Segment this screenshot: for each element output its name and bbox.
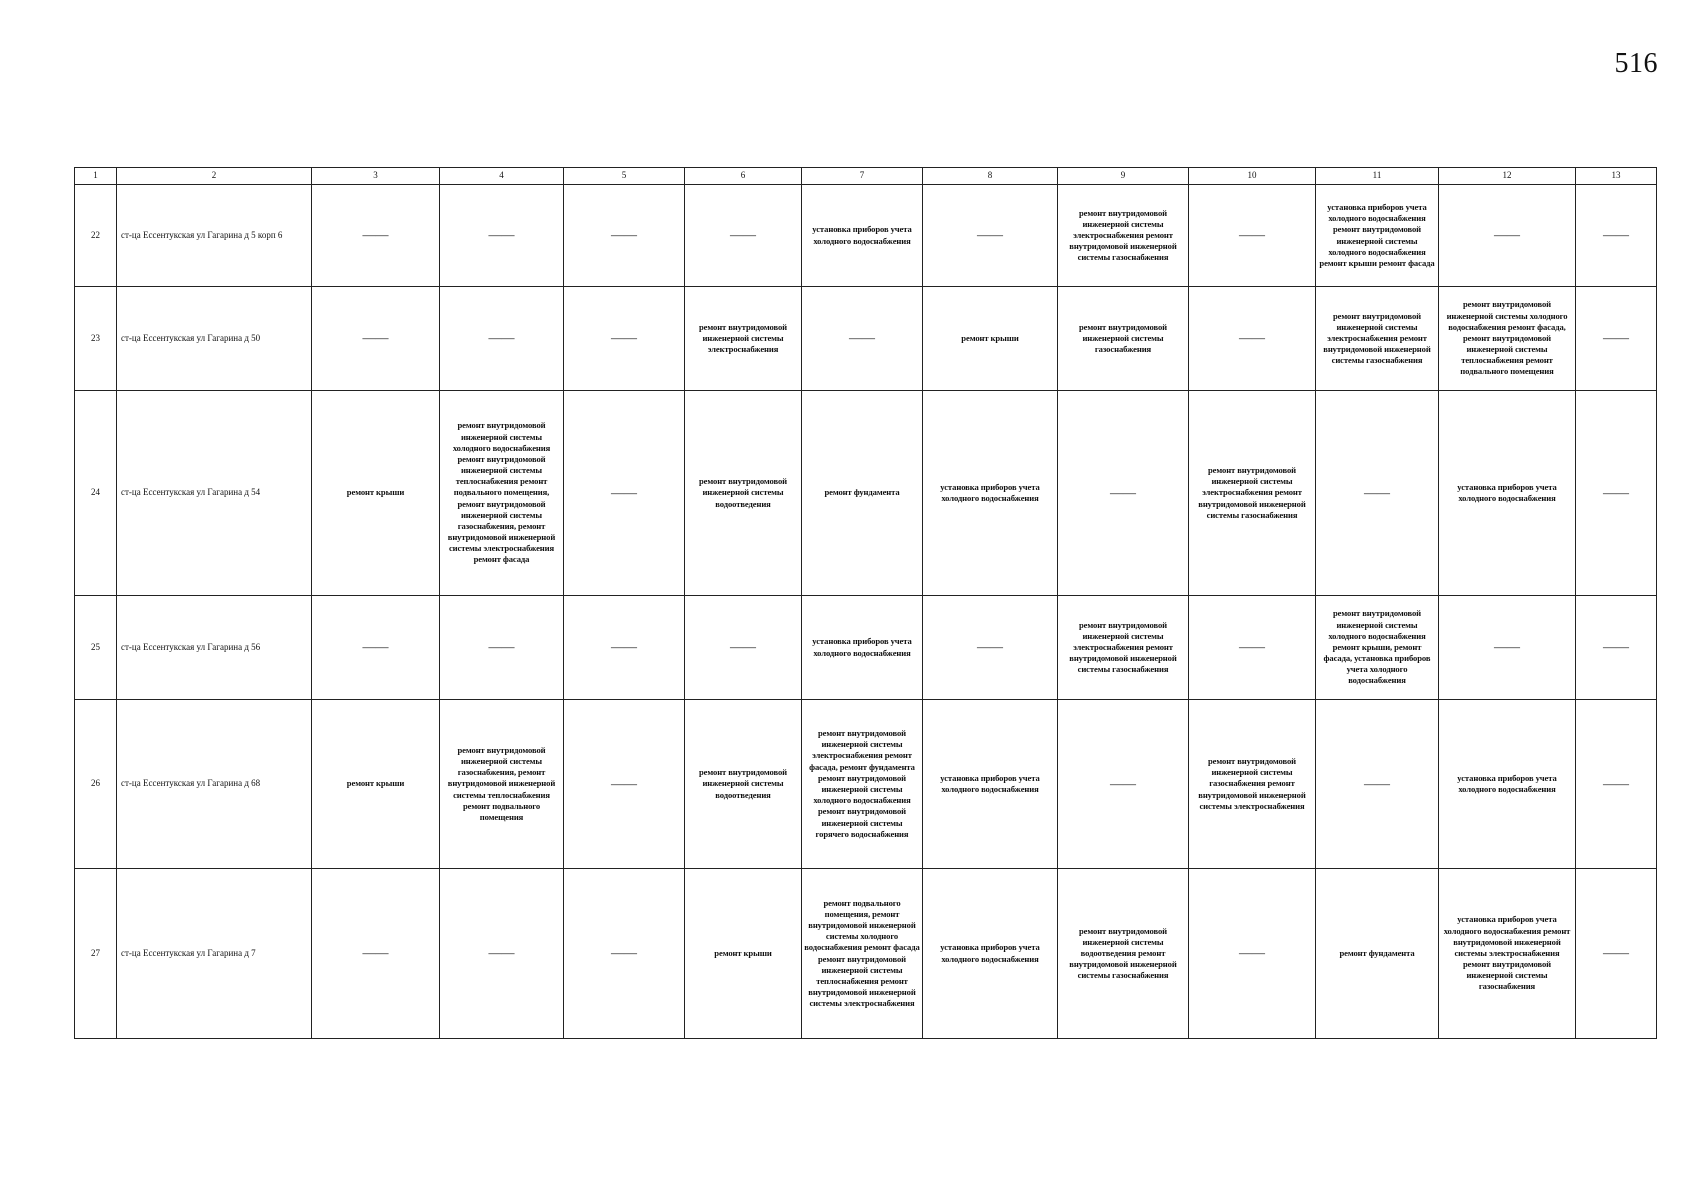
table-cell: —— xyxy=(1576,869,1657,1039)
table-cell: ремонт крыши xyxy=(312,391,440,596)
table-cell: —— xyxy=(312,287,440,391)
table-cell: —— xyxy=(312,596,440,700)
row-number-cell: 23 xyxy=(75,287,117,391)
column-number-header-row xyxy=(75,168,1657,185)
table-cell: —— xyxy=(1316,700,1439,869)
table-cell: ремонт внутридомовой инженерной системы холодного водоснабжения ремонт крыши, ремонт фасада, установка приборов учета холодного водоснабжения xyxy=(1316,596,1439,700)
table-row xyxy=(75,596,1657,700)
table-cell: —— xyxy=(685,596,802,700)
table-cell: —— xyxy=(923,596,1058,700)
table-cell: установка приборов учета холодного водоснабжения xyxy=(1439,391,1576,596)
table-cell: —— xyxy=(564,869,685,1039)
column-header: 1 xyxy=(75,168,117,185)
table-cell: —— xyxy=(1576,287,1657,391)
column-header: 4 xyxy=(440,168,564,185)
table-cell: —— xyxy=(564,185,685,287)
table-cell: ремонт внутридомовой инженерной системы холодного водоснабжения ремонт фасада, ремонт внутридомовой инженерной системы теплоснабжения ремонт подвального помещения xyxy=(1439,287,1576,391)
table-cell: ремонт внутридомовой инженерной системы электроснабжения ремонт внутридомовой инженерной системы газоснабжения xyxy=(1058,596,1189,700)
table-cell: —— xyxy=(1058,391,1189,596)
repair-schedule-table-container xyxy=(74,167,1656,1039)
table-cell: ремонт внутридомовой инженерной системы газоснабжения ремонт внутридомовой инженерной системы электроснабжения xyxy=(1189,700,1316,869)
address-cell: ст-ца Ессентукская ул Гагарина д 50 xyxy=(117,287,312,391)
row-number-cell: 26 xyxy=(75,700,117,869)
column-header: 8 xyxy=(923,168,1058,185)
table-cell: ремонт внутридомовой инженерной системы электроснабжения ремонт фасада, ремонт фундамента ремонт внутридомовой инженерной системы холодного водоснабжения ремонт внутридомовой инженерной системы горячего водоснабжения xyxy=(802,700,923,869)
table-cell: установка приборов учета холодного водоснабжения xyxy=(1439,700,1576,869)
table-cell: —— xyxy=(1439,185,1576,287)
table-cell: ремонт крыши xyxy=(312,700,440,869)
table-row xyxy=(75,185,1657,287)
table-cell: —— xyxy=(440,596,564,700)
column-header: 11 xyxy=(1316,168,1439,185)
table-cell: ремонт внутридомовой инженерной системы газоснабжения, ремонт внутридомовой инженерной системы теплоснабжения ремонт подвального помещения xyxy=(440,700,564,869)
table-cell: —— xyxy=(440,287,564,391)
row-number-cell: 22 xyxy=(75,185,117,287)
table-cell: ремонт внутридомовой инженерной системы холодного водоснабжения ремонт внутридомовой инженерной системы теплоснабжения ремонт подвального помещения, ремонт внутридомовой инженерной системы газоснабжения, ремонт внутридомовой инженерной системы электроснабжения ремонт фасада xyxy=(440,391,564,596)
table-cell: —— xyxy=(923,185,1058,287)
table-cell: установка приборов учета холодного водоснабжения xyxy=(923,391,1058,596)
table-cell: установка приборов учета холодного водоснабжения xyxy=(923,700,1058,869)
row-number-cell: 27 xyxy=(75,869,117,1039)
table-cell: ремонт внутридомовой инженерной системы электроснабжения ремонт внутридомовой инженерной системы газоснабжения xyxy=(1316,287,1439,391)
table-cell: —— xyxy=(802,287,923,391)
table-cell: установка приборов учета холодного водоснабжения ремонт внутридомовой инженерной системы электроснабжения ремонт внутридомовой инженерной системы газоснабжения xyxy=(1439,869,1576,1039)
table-row xyxy=(75,700,1657,869)
table-cell: ремонт крыши xyxy=(685,869,802,1039)
address-cell: ст-ца Ессентукская ул Гагарина д 54 xyxy=(117,391,312,596)
table-cell: установка приборов учета холодного водоснабжения ремонт внутридомовой инженерной системы холодного водоснабжения ремонт крыши ремонт фасада xyxy=(1316,185,1439,287)
table-cell: ремонт подвального помещения, ремонт внутридомовой инженерной системы холодного водоснабжения ремонт фасада ремонт внутридомовой инженерной системы теплоснабжения ремонт внутридомовой инженерной системы электроснабжения xyxy=(802,869,923,1039)
column-header: 3 xyxy=(312,168,440,185)
address-cell: ст-ца Ессентукская ул Гагарина д 5 корп 6 xyxy=(117,185,312,287)
table-cell: ремонт внутридомовой инженерной системы водоотведения xyxy=(685,700,802,869)
table-cell: ремонт внутридомовой инженерной системы водоотведения ремонт внутридомовой инженерной системы газоснабжения xyxy=(1058,869,1189,1039)
table-cell: —— xyxy=(1576,700,1657,869)
table-row xyxy=(75,287,1657,391)
table-cell: установка приборов учета холодного водоснабжения xyxy=(923,869,1058,1039)
table-cell: —— xyxy=(1316,391,1439,596)
row-number-cell: 24 xyxy=(75,391,117,596)
table-cell: —— xyxy=(564,700,685,869)
column-header: 2 xyxy=(117,168,312,185)
column-header: 5 xyxy=(564,168,685,185)
table-cell: —— xyxy=(312,185,440,287)
table-cell: ремонт крыши xyxy=(923,287,1058,391)
address-cell: ст-ца Ессентукская ул Гагарина д 56 xyxy=(117,596,312,700)
table-cell: установка приборов учета холодного водоснабжения xyxy=(802,596,923,700)
column-header: 9 xyxy=(1058,168,1189,185)
table-cell: ремонт внутридомовой инженерной системы электроснабжения ремонт внутридомовой инженерной системы газоснабжения xyxy=(1189,391,1316,596)
table-cell: —— xyxy=(685,185,802,287)
table-cell: —— xyxy=(1576,185,1657,287)
table-cell: —— xyxy=(564,287,685,391)
table-row xyxy=(75,391,1657,596)
table-row xyxy=(75,869,1657,1039)
table-cell: —— xyxy=(1439,596,1576,700)
table-cell: ремонт внутридомовой инженерной системы водоотведения xyxy=(685,391,802,596)
column-header: 10 xyxy=(1189,168,1316,185)
table-cell: ремонт внутридомовой инженерной системы газоснабжения xyxy=(1058,287,1189,391)
column-header: 6 xyxy=(685,168,802,185)
address-cell: ст-ца Ессентукская ул Гагарина д 68 xyxy=(117,700,312,869)
column-header: 13 xyxy=(1576,168,1657,185)
table-cell: —— xyxy=(1189,185,1316,287)
table-cell: —— xyxy=(1189,869,1316,1039)
table-cell: ремонт фундамента xyxy=(1316,869,1439,1039)
table-cell: —— xyxy=(312,869,440,1039)
row-number-cell: 25 xyxy=(75,596,117,700)
table-cell: ремонт внутридомовой инженерной системы электроснабжения xyxy=(685,287,802,391)
table-cell: —— xyxy=(440,869,564,1039)
table-cell: ремонт внутридомовой инженерной системы электроснабжения ремонт внутридомовой инженерной системы газоснабжения xyxy=(1058,185,1189,287)
column-header: 12 xyxy=(1439,168,1576,185)
table-cell: установка приборов учета холодного водоснабжения xyxy=(802,185,923,287)
page-number: 516 xyxy=(1614,48,1658,79)
table-cell: —— xyxy=(564,391,685,596)
table-cell: —— xyxy=(440,185,564,287)
table-cell: ремонт фундамента xyxy=(802,391,923,596)
table-cell: —— xyxy=(1576,596,1657,700)
table-cell: —— xyxy=(1189,287,1316,391)
table-cell: —— xyxy=(564,596,685,700)
repair-schedule-table xyxy=(74,167,1657,1039)
table-cell: —— xyxy=(1058,700,1189,869)
address-cell: ст-ца Ессентукская ул Гагарина д 7 xyxy=(117,869,312,1039)
table-cell: —— xyxy=(1189,596,1316,700)
table-cell: —— xyxy=(1576,391,1657,596)
column-header: 7 xyxy=(802,168,923,185)
